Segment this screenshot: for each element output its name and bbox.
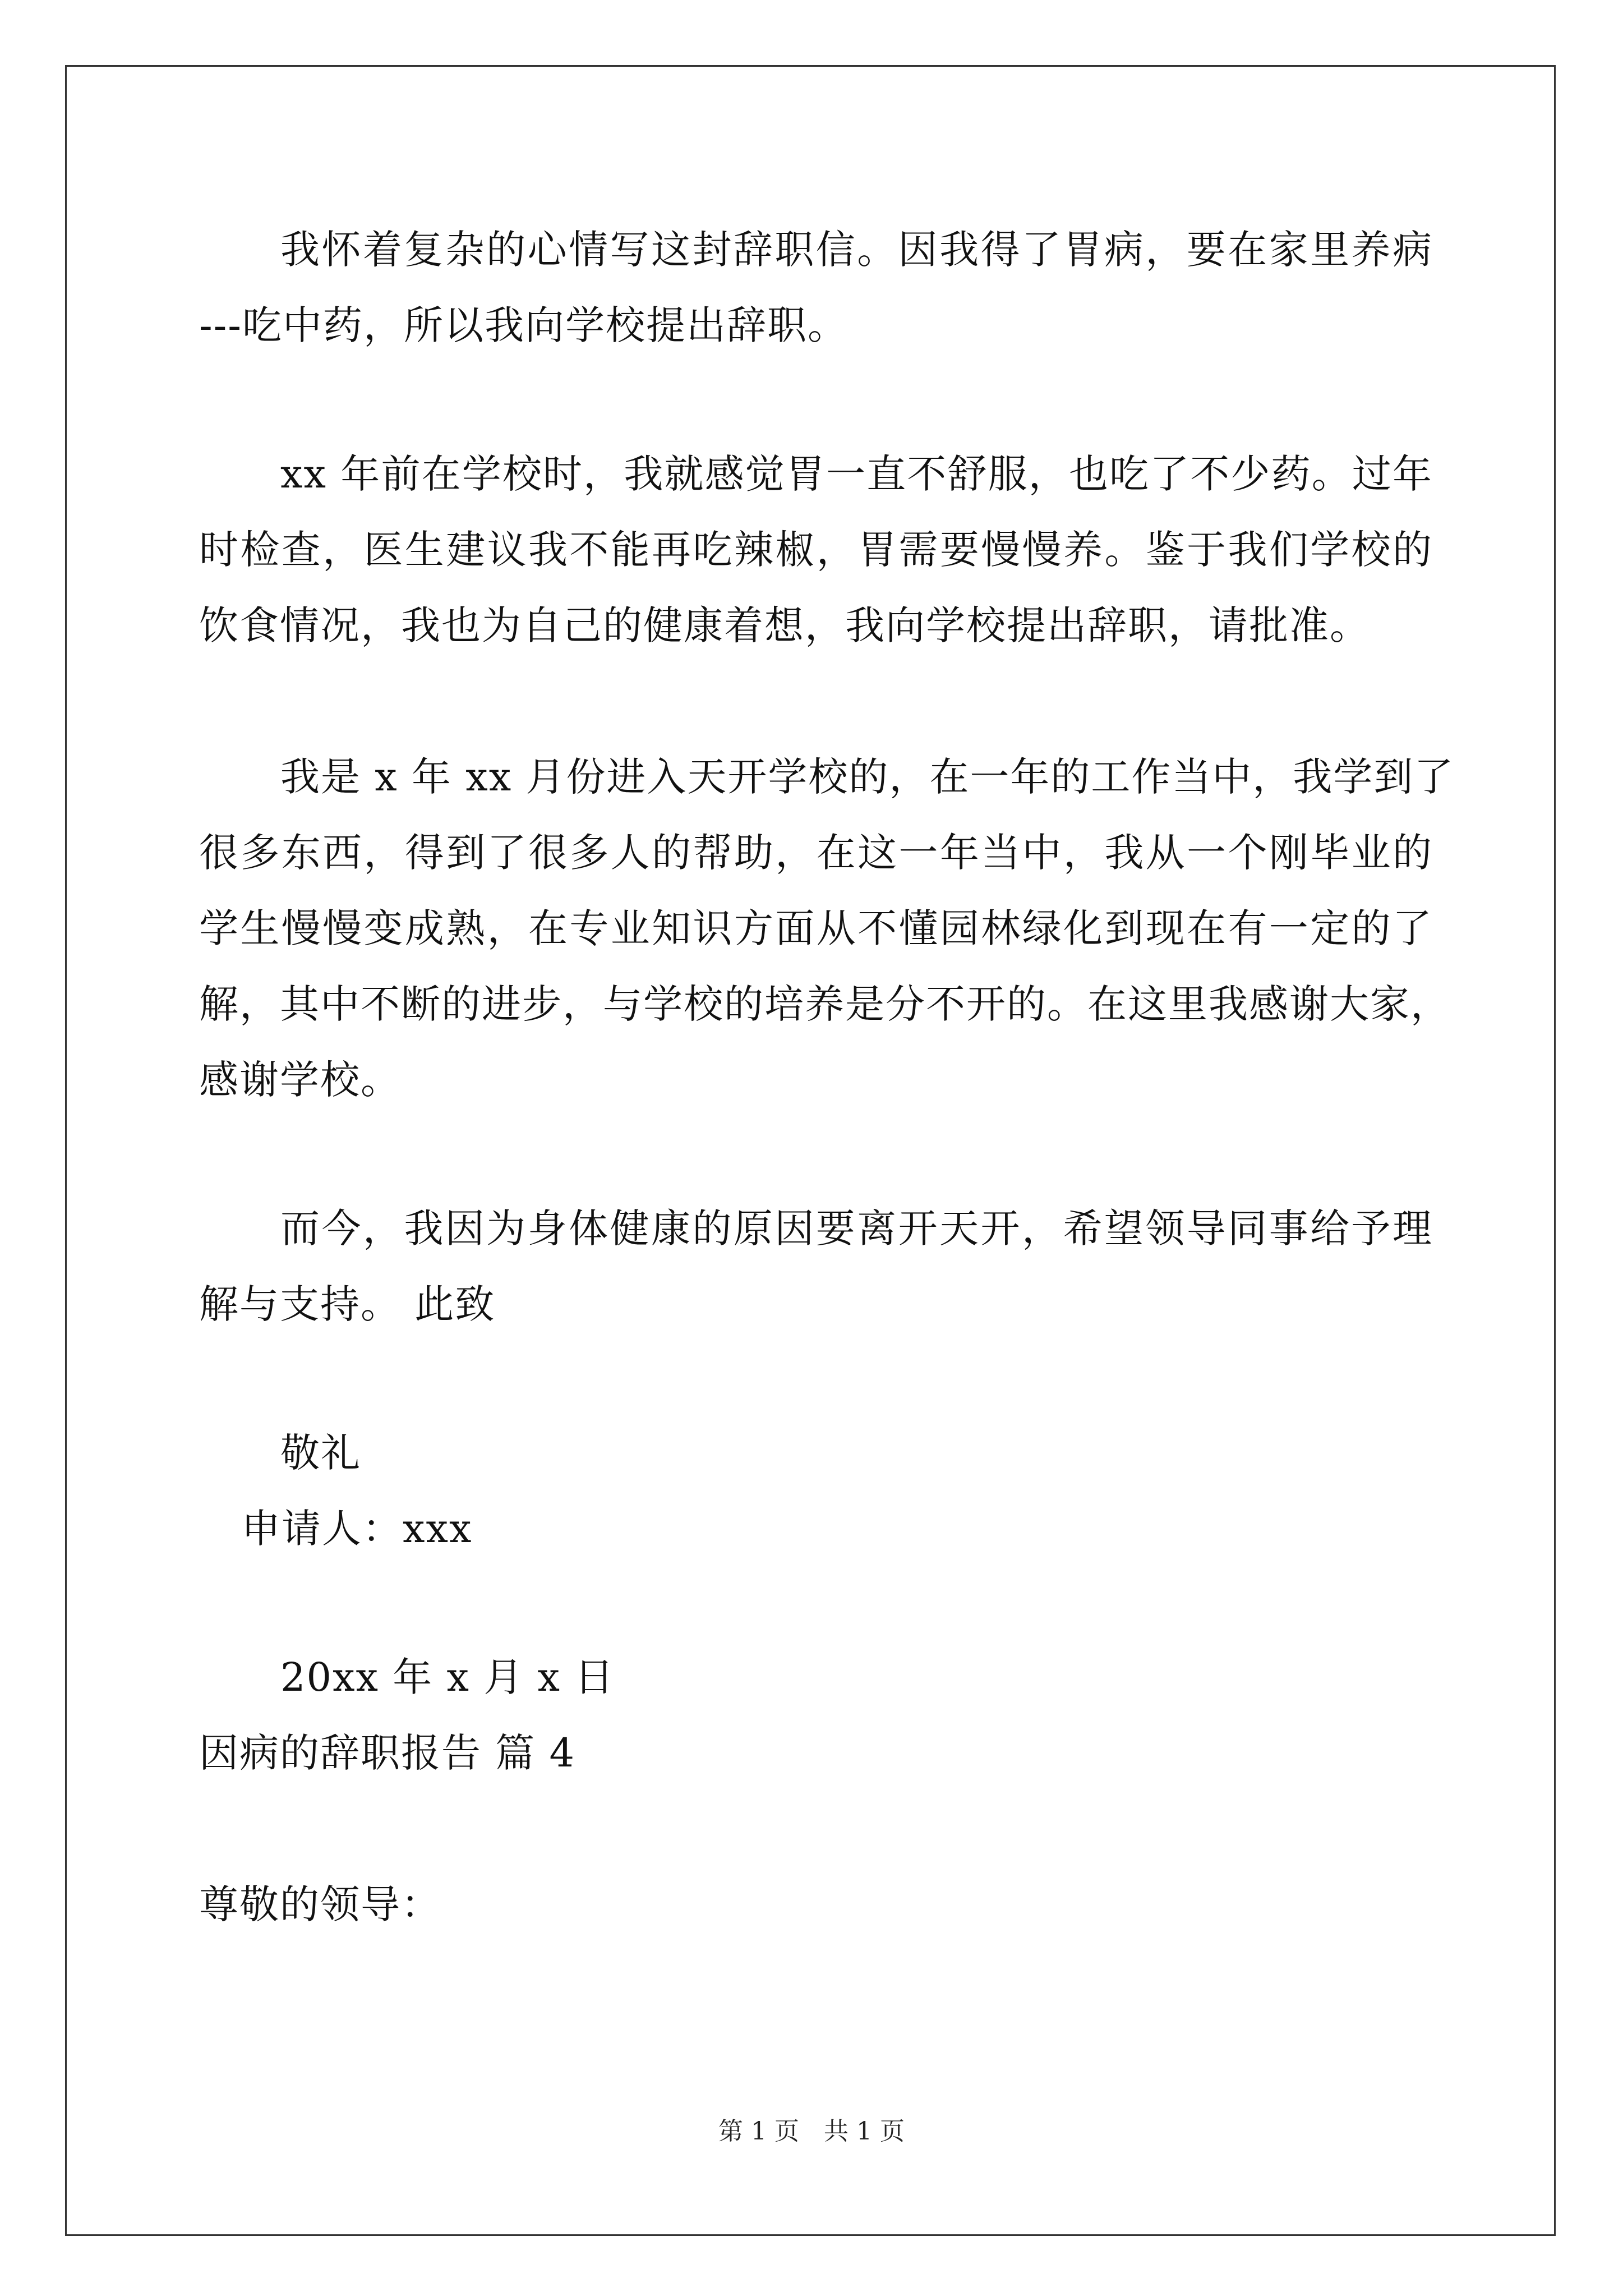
- paragraph-3-line-4: 解，其中不断的进步，与学校的培养是分不开的。在这里我感谢大家，: [199, 981, 1451, 1027]
- paragraph-2-line-2: 时检查，医生建议我不能再吃辣椒，胃需要慢慢养。鉴于我们学校的: [199, 527, 1433, 573]
- paragraph-3-line-3: 学生慢慢变成熟，在专业知识方面从不懂园林绿化到现在有一定的了: [199, 905, 1433, 951]
- paragraph-1-line-2: ---吃中药，所以我向学校提出辞职。: [199, 302, 848, 348]
- paragraph-3-line-5: 感谢学校。: [199, 1057, 401, 1103]
- paragraph-1-line-1: 我怀着复杂的心情写这封辞职信。因我得了胃病，要在家里养病: [280, 227, 1433, 273]
- greeting: 尊敬的领导：: [199, 1881, 441, 1927]
- paragraph-3-line-2: 很多东西，得到了很多人的帮助，在这一年当中，我从一个刚毕业的: [199, 830, 1433, 876]
- letter-date: 20xx 年 x 月 x 日: [280, 1654, 615, 1700]
- applicant-signature: 申请人：xxx: [241, 1506, 473, 1552]
- paragraph-2-line-1: xx 年前在学校时，我就感觉胃一直不舒服，也吃了不少药。过年: [280, 451, 1433, 497]
- paragraph-4-line-1: 而今，我因为身体健康的原因要离开天开，希望领导同事给予理: [280, 1205, 1433, 1251]
- page-number: 第 1 页 共 1 页: [718, 2117, 905, 2146]
- paragraph-4-line-2: 解与支持。 此致: [199, 1281, 496, 1327]
- section-heading: 因病的辞职报告 篇 4: [199, 1730, 576, 1776]
- paragraph-2-line-3: 饮食情况，我也为自己的健康着想，我向学校提出辞职，请批准。: [199, 602, 1370, 648]
- closing-salutation: 敬礼: [280, 1430, 361, 1476]
- paragraph-3-line-1: 我是 x 年 xx 月份进入天开学校的，在一年的工作当中，我学到了: [280, 754, 1455, 800]
